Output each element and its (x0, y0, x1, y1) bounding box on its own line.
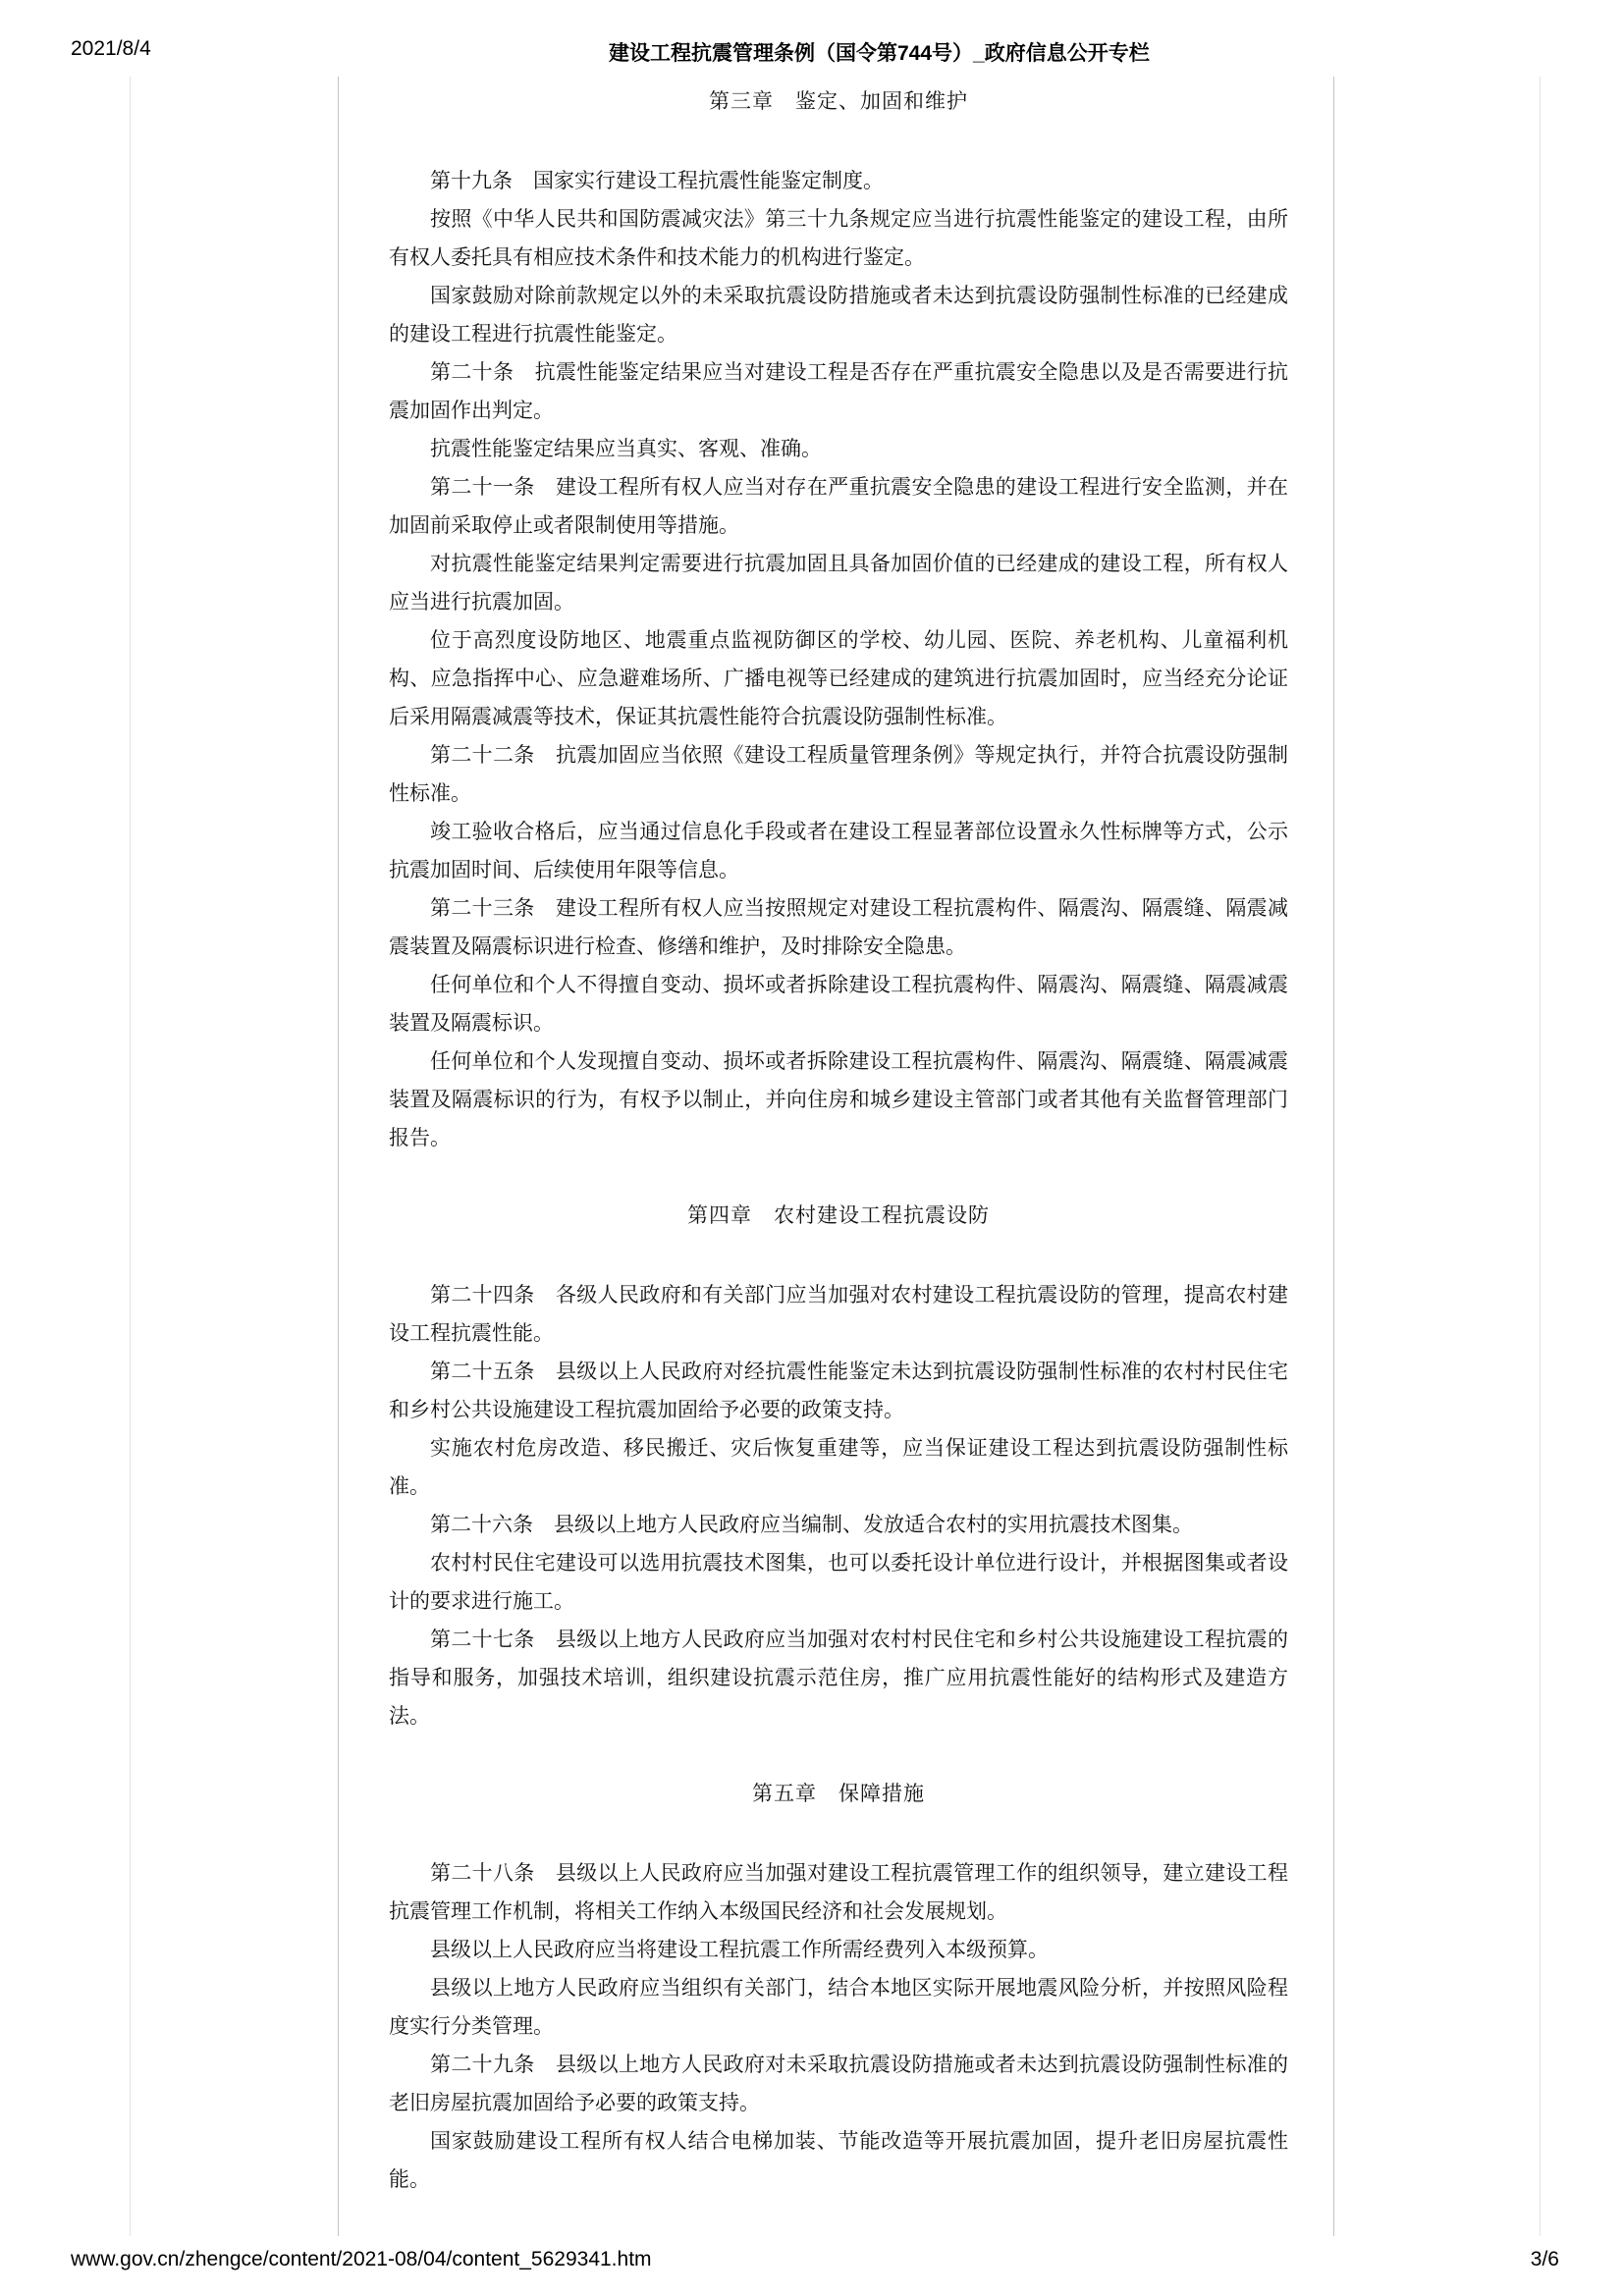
article-paragraph: 第二十四条 各级人民政府和有关部门应当加强对农村建设工程抗震设防的管理，提高农村建设工程抗震性能。 (389, 1283, 1288, 1345)
page-border-left-inner (338, 77, 339, 2236)
article-paragraph: 按照《中华人民共和国防震减灾法》第三十九条规定应当进行抗震性能鉴定的建设工程，由所有权人委托具有相应技术条件和技术能力的机构进行鉴定。 (389, 207, 1288, 269)
article-paragraph: 农村村民住宅建设可以选用抗震技术图集，也可以委托设计单位进行设计，并根据图集或者设计的要求进行施工。 (389, 1551, 1288, 1613)
chapter-heading: 第四章 农村建设工程抗震设防 (687, 1203, 990, 1227)
print-date: 2021/8/4 (71, 37, 151, 60)
article-paragraph: 任何单位和个人发现擅自变动、损坏或者拆除建设工程抗震构件、隔震沟、隔震缝、隔震减震装置及隔震标识的行为，有权予以制止，并向住房和城乡建设主管部门或者其他有关监督管理部门报告。 (389, 1049, 1288, 1149)
page-border-right-outer (1540, 77, 1541, 2236)
article-paragraph: 国家鼓励建设工程所有权人结合电梯加装、节能改造等开展抗震加固，提升老旧房屋抗震性能。 (389, 2129, 1288, 2191)
article-paragraph: 第十九条 国家实行建设工程抗震性能鉴定制度。 (430, 169, 884, 192)
article-paragraph: 抗震性能鉴定结果应当真实、客观、准确。 (430, 437, 822, 460)
article-paragraph: 第二十一条 建设工程所有权人应当对存在严重抗震安全隐患的建设工程进行安全监测，并在加固前采取停止或者限制使用等措施。 (389, 475, 1288, 537)
page-border-left-outer (130, 77, 131, 2236)
chapter-heading: 第三章 鉴定、加固和维护 (709, 89, 968, 113)
page-border-right-inner (1333, 77, 1334, 2236)
article-paragraph: 国家鼓励对除前款规定以外的未采取抗震设防措施或者未达到抗震设防强制性标准的已经建成的建设工程进行抗震性能鉴定。 (389, 284, 1288, 346)
article-paragraph: 县级以上人民政府应当将建设工程抗震工作所需经费列入本级预算。 (430, 1938, 1049, 1961)
article-paragraph: 第二十条 抗震性能鉴定结果应当对建设工程是否存在严重抗震安全隐患以及是否需要进行抗震加固作出判定。 (389, 360, 1288, 422)
article-paragraph: 任何单位和个人不得擅自变动、损坏或者拆除建设工程抗震构件、隔震沟、隔震缝、隔震减震装置及隔震标识。 (389, 973, 1288, 1035)
page-number: 3/6 (1530, 2248, 1559, 2270)
page-url: www.gov.cn/zhengce/content/2021-08/04/content_5629341.htm (71, 2248, 652, 2270)
article-paragraph: 第二十六条 县级以上地方人民政府应当编制、发放适合农村的实用抗震技术图集。 (430, 1513, 1193, 1536)
article-paragraph: 第二十五条 县级以上人民政府对经抗震性能鉴定未达到抗震设防强制性标准的农村村民住宅和乡村公共设施建设工程抗震加固给予必要的政策支持。 (389, 1360, 1288, 1421)
article-paragraph: 第二十九条 县级以上地方人民政府对未采取抗震设防措施或者未达到抗震设防强制性标准的老旧房屋抗震加固给予必要的政策支持。 (389, 2053, 1288, 2114)
article-paragraph: 第二十二条 抗震加固应当依照《建设工程质量管理条例》等规定执行，并符合抗震设防强制性标准。 (389, 743, 1288, 805)
article-paragraph: 第二十三条 建设工程所有权人应当按照规定对建设工程抗震构件、隔震沟、隔震缝、隔震减震装置及隔震标识进行检查、修缮和维护，及时排除安全隐患。 (389, 896, 1288, 958)
article-paragraph: 实施农村危房改造、移民搬迁、灾后恢复重建等，应当保证建设工程达到抗震设防强制性标准。 (389, 1436, 1288, 1498)
document-body (389, 82, 1288, 2199)
article-paragraph: 竣工验收合格后，应当通过信息化手段或者在建设工程显著部位设置永久性标牌等方式，公示抗震加固时间、后续使用年限等信息。 (389, 820, 1288, 881)
article-paragraph: 县级以上地方人民政府应当组织有关部门，结合本地区实际开展地震风险分析，并按照风险程度实行分类管理。 (389, 1976, 1288, 2038)
page-title: 建设工程抗震管理条例（国令第744号）_政府信息公开专栏 (609, 42, 1150, 65)
article-paragraph: 位于高烈度设防地区、地震重点监视防御区的学校、幼儿园、医院、养老机构、儿童福利机构、应急指挥中心、应急避难场所、广播电视等已经建成的建筑进行抗震加固时，应当经充分论证后采用隔震减震等技术，保证其抗震性能符合抗震设防强制性标准。 (389, 628, 1288, 728)
chapter-heading: 第五章 保障措施 (752, 1782, 925, 1805)
article-paragraph: 第二十七条 县级以上地方人民政府应当加强对农村村民住宅和乡村公共设施建设工程抗震的指导和服务，加强技术培训，组织建设抗震示范住房，推广应用抗震性能好的结构形式及建造方法。 (389, 1628, 1288, 1728)
article-paragraph: 对抗震性能鉴定结果判定需要进行抗震加固且具备加固价值的已经建成的建设工程，所有权人应当进行抗震加固。 (389, 552, 1288, 614)
article-paragraph: 第二十八条 县级以上人民政府应当加强对建设工程抗震管理工作的组织领导，建立建设工程抗震管理工作机制，将相关工作纳入本级国民经济和社会发展规划。 (389, 1861, 1288, 1923)
